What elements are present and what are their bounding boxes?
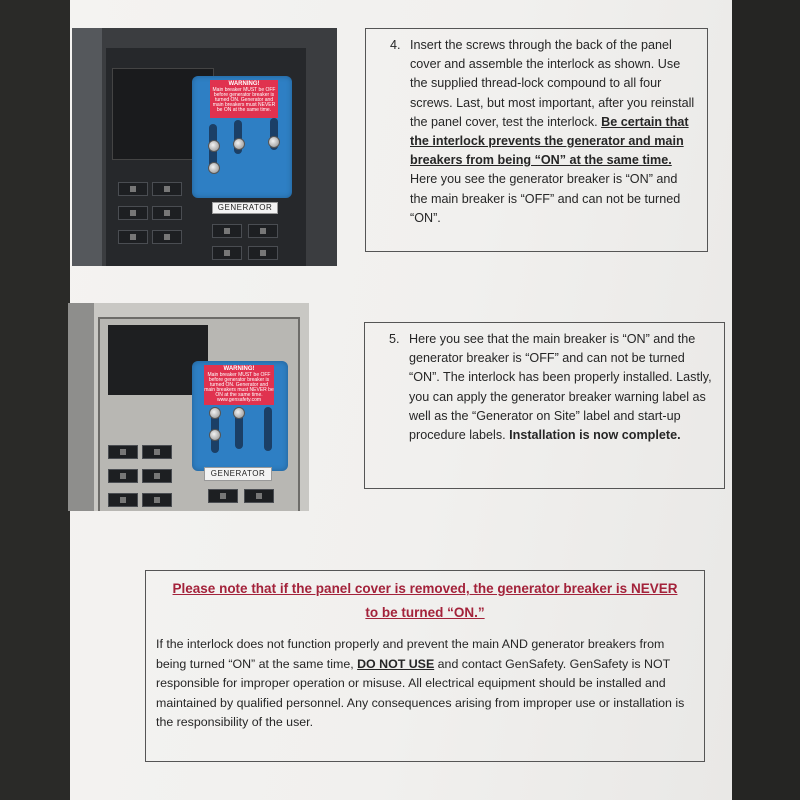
screw — [209, 429, 221, 441]
breaker — [108, 469, 138, 483]
warning-text: Main breaker MUST be OFF before generator breaker is turned ON. Generator and main breakers must NEVER be ON at the same time. — [212, 87, 276, 113]
screw — [233, 138, 245, 150]
breaker — [212, 246, 242, 260]
step-5-emphasis: Installation is now complete. — [509, 428, 681, 443]
breaker — [244, 489, 274, 503]
screw — [233, 407, 245, 419]
step-4-text-after: Here you see the generator breaker is “ON” and the main breaker is “OFF” and can not be turned “ON”. — [410, 172, 681, 225]
breaker — [142, 469, 172, 483]
warning-label — [204, 365, 274, 405]
breaker — [208, 489, 238, 503]
step-4-box — [365, 28, 708, 252]
step-4-emphasis: Be certain that the interlock prevents the generator and main breakers from being “ON” at the same time. — [410, 114, 689, 168]
breaker — [152, 182, 182, 196]
breaker — [142, 493, 172, 507]
warning-label — [210, 80, 278, 118]
screw — [209, 407, 221, 419]
notice-text: If the interlock does not function properly and prevent the main AND generator breakers from being turned “ON” at the same time, — [156, 637, 665, 671]
breaker — [142, 445, 172, 459]
panel-door-edge — [68, 303, 94, 511]
breaker — [152, 206, 182, 220]
breaker — [248, 246, 278, 260]
breaker — [212, 224, 242, 238]
screw — [208, 162, 220, 174]
generator-label: GENERATOR — [204, 467, 272, 481]
notice-heading: Please note that if the panel cover is removed, the generator breaker is NEVER to be turned “ON.” — [172, 581, 678, 620]
breaker — [108, 493, 138, 507]
notice-body — [146, 635, 704, 733]
step-5-box — [364, 322, 725, 489]
warning-title: WARNING! — [228, 81, 260, 87]
step-number: 5. — [389, 332, 400, 346]
breaker — [118, 182, 148, 196]
generator-label: GENERATOR — [212, 202, 278, 214]
screw — [208, 140, 220, 152]
step-number: 4. — [390, 38, 401, 52]
interlock-slot — [264, 407, 272, 451]
breaker — [118, 206, 148, 220]
background-right — [732, 0, 800, 800]
screw — [268, 136, 280, 148]
panel-door-edge — [72, 28, 102, 266]
breaker — [248, 224, 278, 238]
notice-text-after: and contact GenSafety. GenSafety is NOT responsible for improper operation or misuse. All electrical equipment should be installed and maintained by qualified personnel. Any consequences arising from improper use or installation is the responsibility of the user. — [156, 656, 685, 730]
step-5-text: Here you see that the main breaker is “ON” and the generator breaker is “OFF” and can not be turned “ON”. The interlock has been properly installed. Lastly, you can apply the generator breaker warning label as well as the “Generator on Site” label and start-up procedure labels. — [409, 332, 712, 443]
photo-interlock-step5 — [68, 303, 309, 511]
step-4-text: Insert the screws through the back of the panel cover and assemble the interlock as shown. Use the supplied thread-lock compound to all four screws. Last, but most important, after you reinstall the panel cover, test the interlock. — [410, 38, 695, 129]
warning-title: WARNING! — [223, 366, 255, 372]
background-left — [0, 0, 70, 800]
disclaimer-box — [145, 570, 705, 762]
warning-site: www.gensafety.com — [216, 397, 262, 403]
breaker — [118, 230, 148, 244]
warning-text: Main breaker MUST be OFF before generator breaker is turned ON. Generator and main breakers must NEVER be ON at the same time. — [204, 372, 274, 398]
breaker — [152, 230, 182, 244]
breaker — [108, 445, 138, 459]
photo-interlock-step4 — [72, 28, 337, 266]
do-not-use-emphasis: DO NOT USE — [357, 656, 435, 671]
